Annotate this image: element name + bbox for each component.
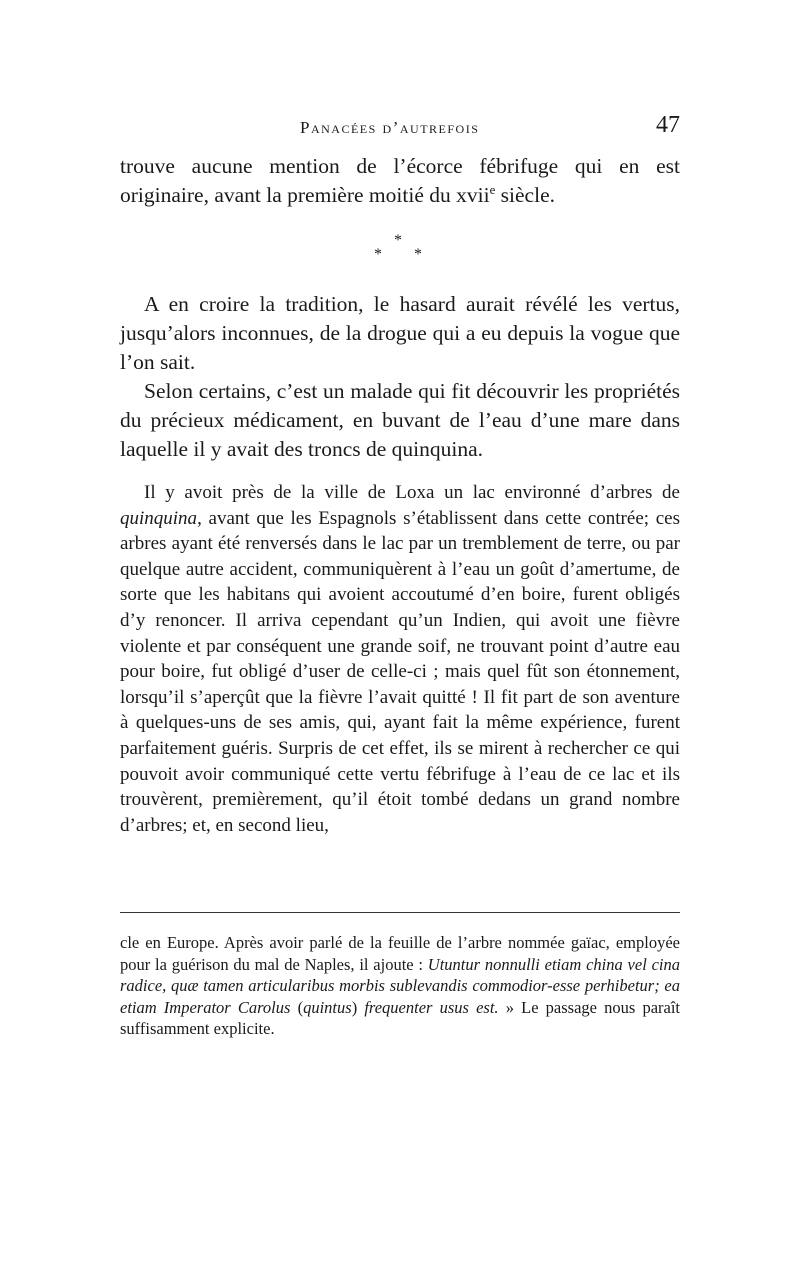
footnote-part2: (	[290, 997, 304, 1017]
quote-part2: , avant que les Espagnols s’établissent dans cette contrée; ces arbres ayant été renversés dans le lac par un tremblement de terre, ou par quelque autre accident, communiquèrent à l’eau un goût d’amertume, de sorte que les habitans qui avoient accoutumé d’en boire, furent obligés d’y renoncer. Il arriva cependant qu’un Indien, qui avoit une fièvre violente et par conséquent une grande soif, ne trouvant point d’autre eau pour boire, fut obligé d’user de celle-ci ; mais quel fût son étonnement, lorsqu’il s’aperçût que la fièvre l’avait quitté ! Il fit part de son aventure à quelques-uns de ses amis, qui, ayant fait la même expérience, furent parfaitement guéris. Surpris de cet effet, ils se mirent à rechercher ce qui pouvoit avoir communiqué cette vertu fébrifuge à l’eau de ce lac et ils trouvèrent, premièrement, qu’il étoit tombé dedans un grand nombre d’arbres; et, en second lieu,	[120, 507, 680, 836]
lead-text-part2: siècle.	[495, 183, 555, 207]
footnote-part1: cle en Europe. Après avoir parlé de la feuille de l’arbre nommée gaïac, employée pour la guérison du mal de Naples, il ajoute :	[120, 933, 680, 974]
footnote-italic-quintus: quintus	[303, 997, 352, 1017]
footnote-part3: )	[351, 997, 365, 1017]
footnote	[120, 932, 680, 1040]
footnote-text	[120, 932, 680, 1040]
footnote-part4: » Le passage nous paraît suffisamment explicite.	[120, 997, 681, 1038]
quote-italic-quinquina: quinquina	[120, 507, 198, 529]
page-number: 47	[656, 112, 680, 138]
quotation-text	[120, 480, 680, 838]
asterism-star-left: *	[374, 246, 382, 263]
quote-part1: Il y avoit près de la ville de Loxa un lac environné d’arbres de	[144, 482, 680, 503]
asterism-star-right: *	[414, 246, 422, 263]
page-header	[120, 112, 680, 146]
asterism-star-top: *	[394, 232, 402, 249]
lead-paragraph-text	[120, 152, 680, 210]
paragraph-malade: Selon certains, c’est un malade qui fit découvrir les propriétés du précieux médicament, en buvant de l’eau d’une mare dans laquelle il y avait des troncs de quinquina.	[120, 379, 680, 461]
footnote-latin-end: frequenter usus est.	[364, 997, 499, 1017]
lead-paragraph	[120, 152, 680, 210]
asterism-divider	[366, 232, 422, 266]
footnote-latin-quote: Utuntur nonnulli etiam china vel cina radice, quæ tamen articularibus morbis sublevandis commodior-esse perhibetur; ea etiam Imperator Carolus	[120, 954, 680, 1017]
footnote-divider	[120, 912, 680, 913]
lead-text-part1: trouve aucune mention de l’écorce fébrifuge qui en est originaire, avant la première moitié du xvii	[120, 154, 680, 207]
paragraph-tradition: A en croire la tradition, le hasard aurait révélé les vertus, jusqu’alors inconnues, de la drogue qui a eu depuis la vogue que l’on sait.	[120, 292, 680, 374]
century-superscript: e	[489, 182, 496, 197]
main-text	[120, 290, 680, 464]
quotation-block	[120, 480, 680, 838]
running-title: Panacées d’autrefois	[300, 118, 480, 137]
